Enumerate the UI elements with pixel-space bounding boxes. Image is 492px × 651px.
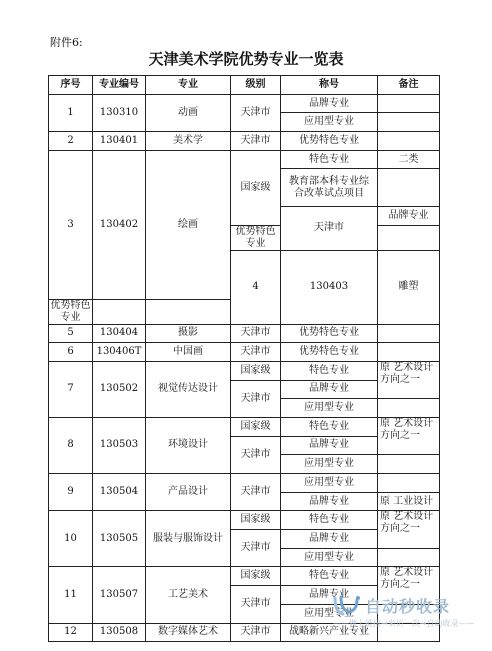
seq-cell: 6 [49, 343, 93, 362]
title-cell: 品牌专业 [281, 586, 378, 605]
level-cell: 国家级 [231, 150, 281, 225]
major-cell: 数字媒体艺术 [146, 623, 231, 642]
title-cell: 应用型专业 [281, 604, 378, 623]
code-cell: 130310 [93, 94, 146, 131]
note-cell: 原 艺术设计方向之一 [378, 361, 440, 398]
major-cell: 美术学 [146, 132, 231, 151]
seq-cell: 9 [49, 474, 93, 511]
level-cell: 天津市 [281, 206, 378, 250]
table-row [49, 150, 440, 169]
header-code: 专业编号 [93, 76, 146, 95]
title-cell: 优势特色专业 [50, 299, 91, 323]
header-level: 级别 [231, 76, 281, 95]
note-cell [378, 225, 440, 250]
table-row [49, 511, 440, 530]
code-cell: 130507 [93, 567, 146, 623]
major-cell: 摄影 [146, 324, 231, 343]
code-cell: 130508 [93, 623, 146, 642]
major-cell: 环境设计 [146, 417, 231, 473]
seq-cell: 10 [49, 511, 93, 567]
note-cell [378, 399, 440, 418]
code-cell: 130503 [93, 417, 146, 473]
table-row [49, 417, 440, 436]
note-cell [378, 324, 440, 343]
title-cell: 品牌专业 [281, 492, 378, 511]
major-cell: 产品设计 [146, 474, 231, 511]
major-cell: 动画 [146, 94, 231, 131]
code-cell: 130504 [93, 474, 146, 511]
watermark-logo-icon [331, 594, 363, 620]
note-cell [378, 113, 440, 132]
title-cell: 教育部本科专业综合改革试点项目 [281, 169, 378, 206]
level-cell: 天津市 [231, 324, 281, 343]
title-cell: 特色专业 [281, 361, 378, 380]
major-cell: 服装与服饰设计 [146, 511, 231, 567]
header-seq: 序号 [49, 76, 93, 95]
title-cell: 应用型专业 [281, 399, 378, 418]
title-cell: 特色专业 [281, 511, 378, 530]
seq-cell: 5 [49, 324, 93, 343]
title-cell: 品牌专业 [281, 94, 378, 113]
level-cell: 国家级 [231, 417, 281, 436]
code-cell: 130505 [93, 511, 146, 567]
watermark-name: 自动秒收录 [365, 597, 451, 616]
title-cell: 优势特色专业 [281, 324, 378, 343]
watermark [331, 592, 481, 632]
table-row [49, 132, 440, 151]
title-cell: 特色专业 [281, 150, 378, 169]
note-cell: 原 艺术设计方向之一 [378, 511, 440, 548]
table-row [49, 567, 440, 586]
table-row [49, 343, 440, 362]
title-cell: 优势特色专业 [281, 343, 378, 362]
title-cell: 品牌专业 [281, 380, 378, 399]
note-cell [378, 343, 440, 362]
code-cell: 130406T [93, 343, 146, 362]
document-title: 天津美术学院优势专业一览表 [148, 50, 344, 68]
note-cell [378, 455, 440, 474]
table-row [49, 361, 440, 380]
note-cell [378, 548, 440, 567]
level-cell: 天津市 [231, 530, 281, 567]
seq-cell: 1 [49, 94, 93, 131]
level-cell: 天津市 [231, 474, 281, 511]
code-cell: 130502 [93, 361, 146, 417]
note-cell: 原 工业设计 [378, 492, 440, 511]
seq-cell: 12 [49, 623, 93, 642]
code-cell: 130402 [93, 150, 146, 299]
title-cell: 优势特色专业 [281, 132, 378, 151]
code-cell: 130403 [281, 250, 378, 324]
major-cell: 工艺美术 [146, 567, 231, 623]
code-cell: 130404 [93, 324, 146, 343]
major-cell: 中国画 [146, 343, 231, 362]
title-cell: 应用型专业 [281, 455, 378, 474]
table-row [49, 474, 440, 493]
level-cell: 国家级 [231, 361, 281, 380]
level-cell: 天津市 [231, 343, 281, 362]
level-cell: 天津市 [231, 623, 281, 642]
level-cell: 天津市 [231, 586, 281, 623]
level-cell: 天津市 [231, 94, 281, 131]
title-cell: 品牌专业 [281, 530, 378, 549]
major-cell: 雕塑 [378, 250, 440, 324]
title-cell: 应用型专业 [281, 548, 378, 567]
watermark-tagline: ——做上链接→来访一次→自动收录—— [333, 619, 475, 628]
title-cell: 战略新兴产业专业 [281, 623, 378, 642]
note-cell: 原 艺术设计方向之一 [378, 567, 440, 604]
note-cell: 二类 [378, 150, 440, 169]
major-cell: 视觉传达设计 [146, 361, 231, 417]
seq-cell: 3 [49, 150, 93, 299]
title-cell: 应用型专业 [281, 113, 378, 132]
note-cell: 原 艺术设计方向之一 [378, 417, 440, 454]
seq-cell: 8 [49, 417, 93, 473]
header-major: 专业 [146, 76, 231, 95]
seq-cell: 11 [49, 567, 93, 623]
seq-cell: 4 [231, 250, 281, 324]
note-cell [93, 299, 146, 324]
header-note: 备注 [378, 76, 440, 95]
title-cell: 品牌专业 [378, 206, 440, 225]
level-cell: 天津市 [231, 380, 281, 417]
header-title: 称号 [281, 76, 378, 95]
note-cell [378, 169, 440, 206]
table-row [49, 94, 440, 113]
attachment-label: 附件6: [50, 36, 83, 49]
major-cell: 绘画 [146, 150, 231, 299]
title-cell: 特色专业 [281, 567, 378, 586]
title-cell: 特色专业 [281, 417, 378, 436]
level-cell: 国家级 [231, 567, 281, 586]
level-cell: 国家级 [231, 511, 281, 530]
table-row [49, 324, 440, 343]
majors-table [48, 75, 440, 642]
level-cell: 天津市 [231, 436, 281, 473]
title-cell: 优势特色专业 [231, 225, 281, 250]
code-cell: 130401 [93, 132, 146, 151]
title-cell: 品牌专业 [281, 436, 378, 455]
note-cell [378, 474, 440, 493]
seq-cell: 7 [49, 361, 93, 417]
level-cell: 天津市 [231, 132, 281, 151]
header-row [49, 76, 440, 95]
title-cell: 应用型专业 [281, 474, 378, 493]
note-cell [378, 132, 440, 151]
seq-cell: 2 [49, 132, 93, 151]
note-cell [378, 94, 440, 113]
